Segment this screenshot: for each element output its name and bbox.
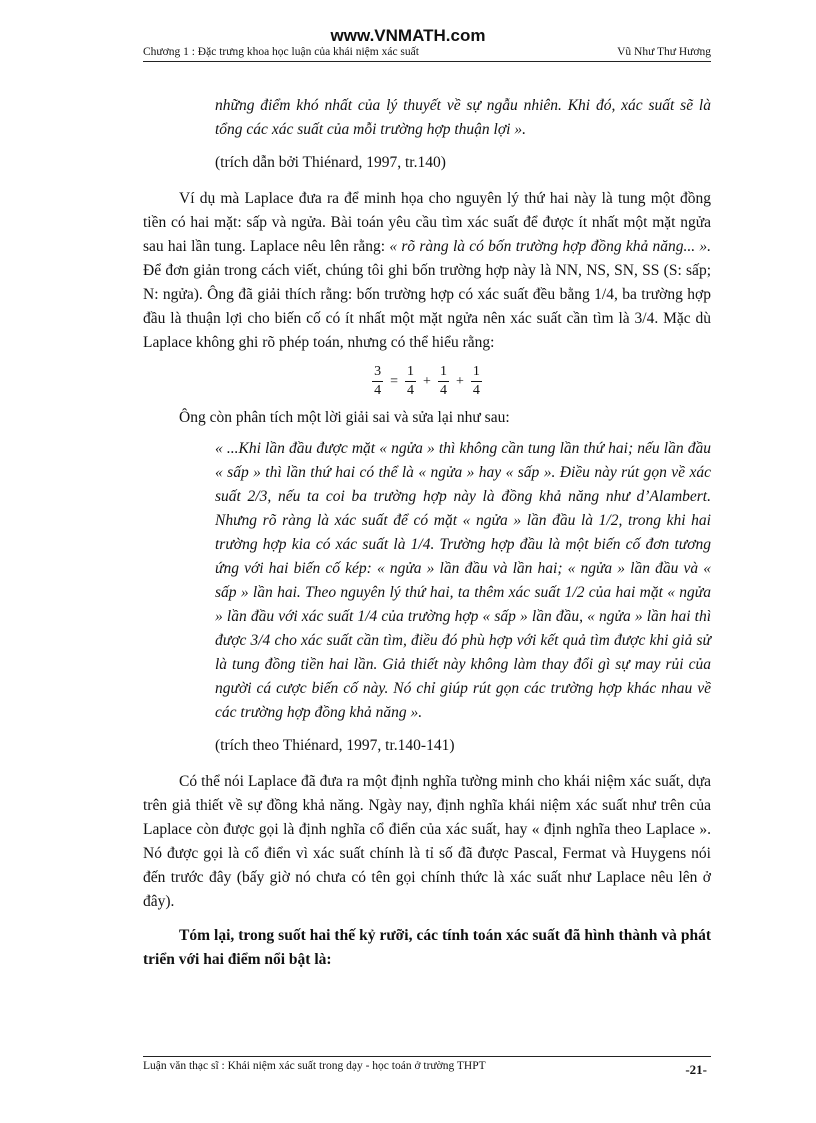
paragraph-definition: Có thể nói Laplace đã đưa ra một định nghĩa tường minh cho khái niệm xác suất, dựa trên giả thiết về sự đồng khả năng. Ngày nay, định nghĩa khái niệm xác suất như trên của Laplace còn được gọi là định nghĩa cổ điển của xác suất, hay « định nghĩa theo Laplace ». Nó được gọi là cổ điển vì xác suất chính là tỉ số đã được Pascal, Fermat và Huygens nói đến trước đây (bấy giờ nó chưa có tên gọi chính thức là xác suất như Laplace nêu lên ở đây). (143, 773, 711, 910)
paragraph-example (143, 187, 711, 355)
quote-continuation: những điểm khó nhất của lý thuyết về sự ngẫu nhiên. Khi đó, xác suất sẽ là tổng các xác suất của mỗi trường hợp thuận lợi ». (215, 97, 711, 138)
plus-sign: + (455, 373, 464, 389)
fraction-denominator: 4 (472, 383, 480, 398)
thesis-title: Luận văn thạc sĩ : Khái niệm xác suất trong dạy - học toán ở trường THPT (143, 1060, 486, 1072)
plus-sign: + (423, 373, 431, 389)
page-header (143, 46, 711, 62)
page-footer (143, 1060, 711, 1077)
fraction-lhs (372, 363, 383, 400)
citation-2: (trích theo Thiénard, 1997, tr.140-141) (215, 737, 455, 754)
chapter-title: Chương 1 : Đặc trưng khoa học luận của khái niệm xác suất (143, 46, 419, 58)
equals-sign: = (390, 373, 399, 389)
fraction-denominator: 4 (407, 383, 415, 398)
fraction-numerator: 3 (372, 363, 383, 382)
quote-block: « ...Khi lần đầu được mặt « ngửa » thì không cần tung lần thứ hai; nếu lần đầu « sấp » thì lần thứ hai có thể là « ngửa » hay « sấp ». Điều này rút gọn về xác suất 2/3, nếu ta coi ba trường hợp này là đồng khả năng như d’Alambert. Nhưng rõ ràng là xác suất để có mặt « ngửa » lần đầu là 1/2, trong khi hai trường hợp kia có xác suất là 1/4. Trường hợp đầu là một biến cố đơn tương ứng với hai biến cố kép: « ngửa » lần đầu và lần hai; « ngửa » lần đầu và « sấp » lần hai. Theo nguyên lý thứ hai, ta thêm xác suất 1/2 của hai mặt « ngửa » lần đầu với xác suất 1/4 của trường hợp « sấp » lần đầu, « ngửa » lần hai thì được 3/4 cho xác suất cần tìm, điều đó phù hợp với kết quả tìm được khi giả sử là tung đồng tiền hai lần. Giả thiết này không làm thay đổi gì sự may rủi của người cá cược biến cố này. Nó chỉ giúp rút gọn các trường hợp khác nhau về các trường hợp đồng khả năng ». (215, 440, 711, 721)
fraction-term-3 (471, 363, 482, 400)
fraction-term-2 (438, 363, 449, 400)
fraction-numerator: 1 (438, 363, 449, 382)
citation-1: (trích dẫn bởi Thiénard, 1997, tr.140) (215, 154, 446, 171)
paragraph-example-text-a: Ví dụ mà Laplace đưa ra để minh họa cho nguyên lý thứ hai này là tung một đồng tiền có hai mặt: sấp và ngửa. Bài toán yêu cầu tìm xác suất để được ít nhất một mặt ngửa sau hai lần tung. Laplace nêu lên rằng: (143, 190, 711, 255)
footer-divider (143, 1056, 711, 1057)
formula (143, 363, 711, 400)
fraction-denominator: 4 (439, 383, 447, 398)
fraction-numerator: 1 (405, 363, 416, 382)
paragraph-example-text-b: Để đơn giản trong cách viết, chúng tôi ghi bốn trường hợp này là NN, NS, SN, SS (S: sấp; N: ngửa). Ông đã giải thích rằng: bốn trường hợp có xác suất đều bằng 1/4, ba trường hợp đầu là thuận lợi cho biến cố có ít nhất một mặt ngửa nên xác suất cần tìm là 3/4. Mặc dù Laplace không ghi rõ phép toán, nhưng có thể hiểu rằng: (143, 262, 711, 351)
fraction-term-1 (405, 363, 416, 400)
fraction-denominator: 4 (374, 383, 382, 398)
paragraph-analysis: Ông còn phân tích một lời giải sai và sửa lại như sau: (179, 409, 510, 426)
paragraph-example-quote: « rõ ràng là có bốn trường hợp đồng khả năng... ». (389, 238, 712, 255)
paragraph-summary: Tóm lại, trong suốt hai thế kỷ rưỡi, các tính toán xác suất đã hình thành và phát triển với hai điểm nổi bật là: (143, 927, 711, 968)
page-number: -21- (685, 1062, 707, 1077)
fraction-numerator: 1 (471, 363, 482, 382)
author-name: Vũ Như Thư Hương (617, 46, 711, 58)
page-body (143, 94, 711, 972)
site-watermark: www.VNMATH.com (330, 26, 486, 45)
